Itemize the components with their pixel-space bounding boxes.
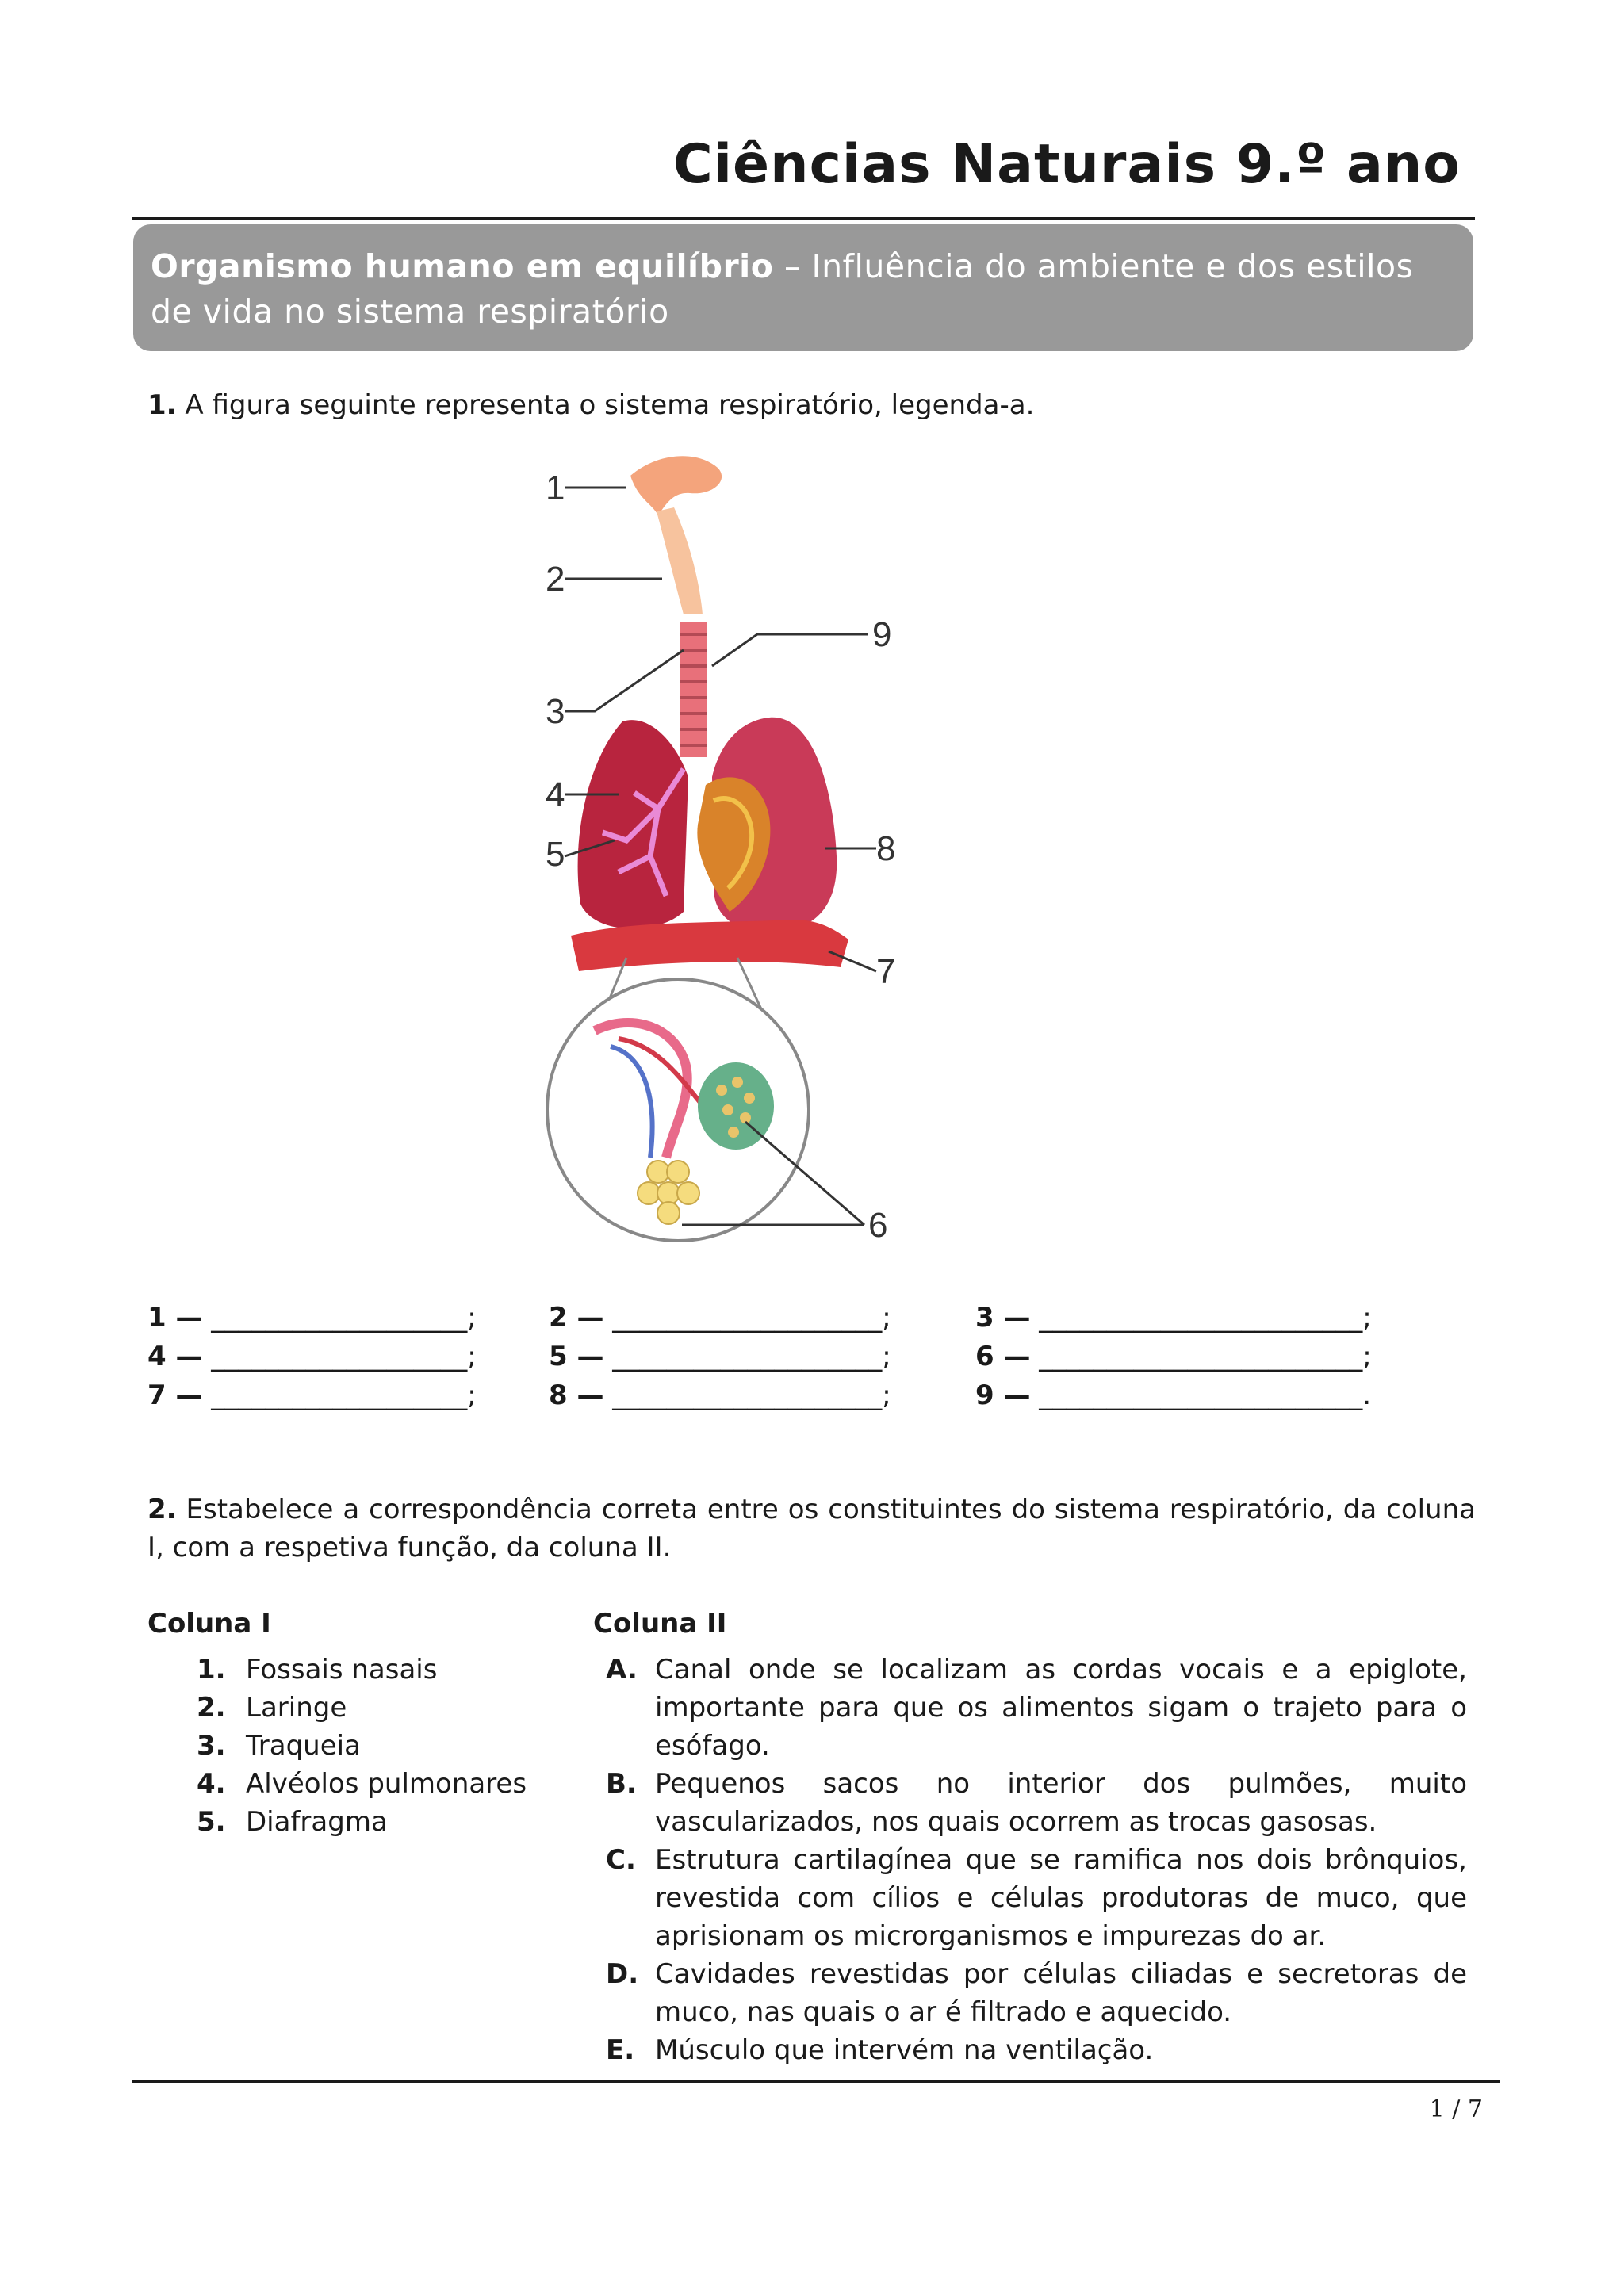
- left-lung-shape: [578, 720, 688, 928]
- column-2-heading: Coluna II: [593, 1608, 727, 1640]
- header-rule: [132, 217, 1475, 220]
- question-2: [147, 1490, 1476, 1567]
- column-1-item: 2. Laringe: [197, 1692, 347, 1724]
- figure-label-8: 8: [876, 829, 896, 868]
- topic-banner: [133, 224, 1473, 351]
- answer-blank-8[interactable]: 8 — ____________________;: [549, 1380, 891, 1411]
- banner-subtopic: – Influência do ambiente e dos estilos de vida no sistema respiratório: [151, 247, 1414, 331]
- answer-blank-3[interactable]: 3 — ________________________;: [975, 1302, 1372, 1334]
- figure-label-7: 7: [876, 952, 896, 991]
- page-number: 1 / 7: [1429, 2095, 1483, 2123]
- footer-rule: [132, 2080, 1500, 2083]
- column-2-item: B. Pequenos sacos no interior dos pulmões, muito vascularizados, nos quais ocorrem as trocas gasosas.: [606, 1768, 1467, 1838]
- column-2-item: C. Estrutura cartilagínea que se ramifica nos dois brônquios, revestida com cílios e células produtoras de muco, que aprisionam os microrganismos e impurezas do ar.: [606, 1844, 1467, 1952]
- figure-label-5: 5: [546, 835, 565, 874]
- column-2-item: D. Cavidades revestidas por células ciliadas e secretoras de muco, nas quais o ar é filtrado e aquecido.: [606, 1958, 1467, 2028]
- column-1-item: 1. Fossais nasais: [197, 1654, 438, 1686]
- figure-label-3: 3: [546, 692, 565, 731]
- column-2-item: A. Canal onde se localizam as cordas vocais e a epiglote, importante para que os alimentos sigam o trajeto para o esófago.: [606, 1654, 1467, 1762]
- column-1-list: [197, 1651, 527, 1841]
- diaphragm-shape: [571, 920, 848, 971]
- figure-label-2: 2: [546, 560, 565, 599]
- answer-blank-1[interactable]: 1 — ___________________;: [147, 1302, 477, 1334]
- figure-label-6: 6: [868, 1206, 888, 1245]
- answer-blank-2[interactable]: 2 — ____________________;: [549, 1302, 891, 1334]
- page-title: Ciências Naturais 9.º ano: [672, 133, 1461, 196]
- column-1-item: 4. Alvéolos pulmonares: [197, 1768, 527, 1800]
- question-1-text: A figura seguinte representa o sistema respiratório, legenda-a.: [176, 389, 1035, 421]
- question-1-number: 1.: [147, 389, 177, 421]
- column-1-item: 3. Traqueia: [197, 1730, 361, 1762]
- answer-blank-4[interactable]: 4 — ___________________;: [147, 1341, 477, 1372]
- question-2-number: 2.: [147, 1494, 177, 1525]
- column-2-item: E. Músculo que intervém na ventilação.: [606, 2034, 1154, 2066]
- question-2-text: Estabelece a correspondência correta entre os constituintes do sistema respiratório, da coluna I, com a respetiva função, da coluna II.: [147, 1494, 1476, 1563]
- answer-blank-7[interactable]: 7 — ___________________;: [147, 1380, 477, 1411]
- figure-label-1: 1: [546, 469, 565, 507]
- trachea-shape: [680, 622, 707, 757]
- figure-label-4: 4: [546, 775, 565, 814]
- nasal-cavity-shape: [630, 456, 722, 515]
- figure-label-9: 9: [872, 615, 892, 654]
- question-1: [147, 386, 1034, 424]
- column-1-item: 5. Diafragma: [197, 1806, 388, 1838]
- answer-blank-6[interactable]: 6 — ________________________;: [975, 1341, 1372, 1372]
- banner-topic: Organismo humano em equilíbrio: [151, 247, 774, 285]
- answer-blank-5[interactable]: 5 — ____________________;: [549, 1341, 891, 1372]
- respiratory-system-figure: [476, 444, 1078, 1284]
- pharynx-shape: [657, 507, 703, 614]
- column-1-heading: Coluna I: [147, 1608, 271, 1640]
- answer-blank-9[interactable]: 9 — ________________________.: [975, 1380, 1372, 1411]
- column-2-list: [606, 1651, 1467, 2069]
